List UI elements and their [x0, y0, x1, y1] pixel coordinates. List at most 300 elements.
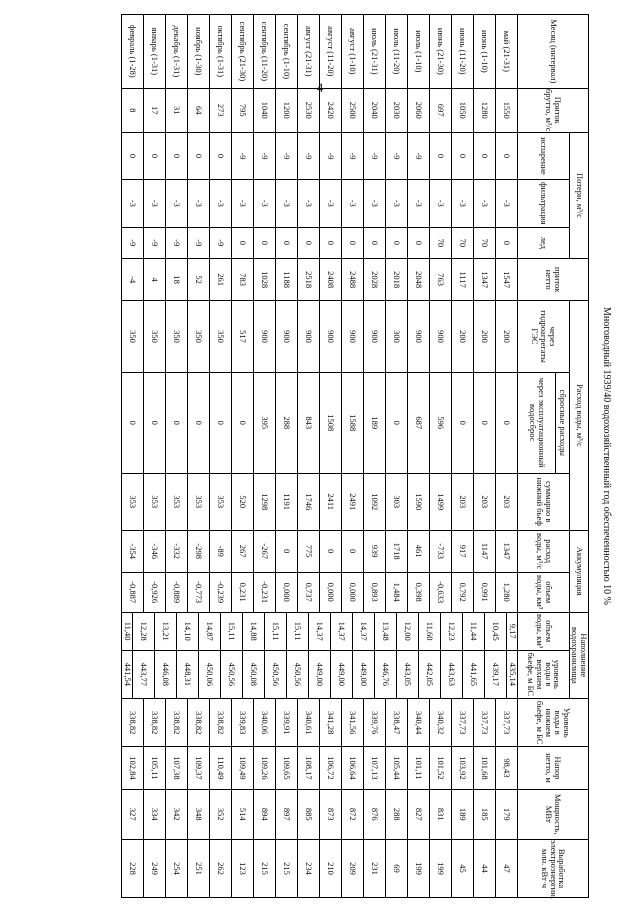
cell-power: 179 — [496, 789, 518, 840]
cell-energy: 251 — [188, 840, 210, 898]
cell-spill: 0 — [232, 372, 254, 473]
cell-fill-vol: 12,23 — [441, 612, 463, 650]
cell-filt: -3 — [210, 180, 232, 227]
cell-energy: 199 — [408, 840, 430, 898]
cell-total: 303 — [386, 473, 408, 530]
cell-total: 1499 — [430, 473, 452, 530]
cell-fill-vol: 9,17 — [507, 612, 518, 650]
cell-inflow: 2420 — [320, 88, 342, 132]
header-filtration: фильтрация — [518, 180, 570, 227]
cell-total: 520 — [232, 473, 254, 530]
header-energy: Выработка электроэнергии, млн. кВт·ч — [518, 840, 589, 898]
row-month-cell: август (1-10) — [342, 15, 364, 89]
cell-ice: 0 — [254, 227, 276, 259]
cell-power: 189 — [452, 789, 474, 840]
cell-net: 2518 — [298, 259, 320, 301]
cell-fill-lvl: 446,08 — [155, 650, 177, 698]
cell-filt: -3 — [496, 180, 518, 227]
cell-spill: 0 — [210, 372, 232, 473]
cell-net: 4 — [144, 259, 166, 301]
cell-turb: 900 — [342, 301, 364, 373]
row-month-cell: май (21-31) — [496, 15, 518, 89]
cell-inflow: 1550 — [496, 88, 518, 132]
cell-fill-vol: 14,88 — [243, 612, 265, 650]
cell-net: 2018 — [386, 259, 408, 301]
table-body — [111, 15, 518, 898]
row-month-cell: август (11-20) — [320, 15, 342, 89]
table-half-row — [353, 15, 364, 898]
cell-spill: 0 — [452, 372, 474, 473]
cell-fill-vol: 15,11 — [287, 612, 309, 650]
cell-total: 353 — [122, 473, 144, 530]
cell-fill-vol: 10,45 — [485, 612, 507, 650]
cell-inflow: 64 — [188, 88, 210, 132]
cell-filt: -3 — [342, 180, 364, 227]
cell-acc-flow: -89 — [210, 530, 232, 572]
cell-total: 1590 — [408, 473, 430, 530]
cell-fill-lvl: 448,31 — [177, 650, 199, 698]
cell-fill-vol: 12,00 — [397, 612, 419, 650]
cell-net: 2488 — [342, 259, 364, 301]
table-title: Многоводный 1939/40 водохозяйственный год обеспеченностью 10 % — [601, 306, 612, 606]
cell-fill-vol: 11,44 — [463, 612, 485, 650]
cell-lower: 340,61 — [298, 699, 320, 747]
cell-fill-lvl: 443,63 — [441, 650, 463, 698]
table-half-row — [221, 15, 232, 898]
cell-total: 353 — [188, 473, 210, 530]
cell-acc-flow: 1147 — [474, 530, 496, 572]
cell-inflow: 2040 — [364, 88, 386, 132]
table-half-row — [243, 15, 254, 898]
header-lower-level: Уровень воды в нижнем бьефе, м БС — [518, 699, 589, 747]
cell-lower: 340,06 — [254, 699, 276, 747]
cell-acc-flow: 0 — [276, 530, 298, 572]
cell-power: 831 — [430, 789, 452, 840]
cell-spill: 0 — [188, 372, 210, 473]
cell-total: 203 — [474, 473, 496, 530]
cell-turb: 350 — [166, 301, 188, 373]
cell-head: 109,65 — [276, 747, 298, 789]
cell-acc-flow: 0 — [342, 530, 364, 572]
row-month-cell: октябрь (1-31) — [210, 15, 232, 89]
cell-inflow: 2530 — [298, 88, 320, 132]
cell-fill-vol: 15,11 — [221, 612, 243, 650]
table-half-row — [133, 15, 144, 898]
cell-filt: -3 — [254, 180, 276, 227]
cell-turb: 900 — [298, 301, 320, 373]
cell-turb: 900 — [408, 301, 430, 373]
cell-fill-lvl: 450,08 — [243, 650, 265, 698]
cell-acc-flow: -267 — [254, 530, 276, 572]
cell-ice: -9 — [188, 227, 210, 259]
header-fill-volume: объем воды, км³ — [518, 612, 570, 650]
cell-lower: 340,32 — [430, 699, 452, 747]
cell-power: 348 — [188, 789, 210, 840]
cell-head: 103,92 — [452, 747, 474, 789]
cell-acc-flow: 1347 — [496, 530, 518, 572]
cell-lower: 339,76 — [364, 699, 386, 747]
cell-evap: 0 — [496, 132, 518, 179]
cell-turb: 900 — [364, 301, 386, 373]
cell-inflow: 31 — [166, 88, 188, 132]
cell-head: 98,43 — [496, 747, 518, 789]
cell-net: 1117 — [452, 259, 474, 301]
cell-fill-vol: 13,48 — [375, 612, 397, 650]
cell-spill: 0 — [386, 372, 408, 473]
cell-power: 897 — [276, 789, 298, 840]
cell-inflow: 697 — [430, 88, 452, 132]
cell-acc-vol: 1,280 — [496, 572, 518, 612]
cell-fill-vol: 11,60 — [419, 612, 441, 650]
cell-energy: 209 — [342, 840, 364, 898]
cell-spill: 1508 — [320, 372, 342, 473]
cell-fill-lvl: 439,17 — [485, 650, 507, 698]
cell-acc-flow: 0 — [320, 530, 342, 572]
header-water-flow: Расход воды, м³/с — [570, 301, 589, 530]
cell-head: 107,13 — [364, 747, 386, 789]
table-half-row — [287, 15, 298, 898]
header-acc-volume: объем воды, км³ — [518, 572, 570, 612]
cell-spill: 395 — [254, 372, 276, 473]
cell-lower: 340,44 — [408, 699, 430, 747]
cell-total: 353 — [144, 473, 166, 530]
cell-acc-vol: 0,737 — [298, 572, 320, 612]
cell-turb: 350 — [144, 301, 166, 373]
cell-fill-lvl: 449,00 — [309, 650, 331, 698]
table-half-row — [375, 15, 386, 898]
cell-acc-flow: 461 — [408, 530, 430, 572]
cell-head: 110,49 — [210, 747, 232, 789]
cell-fill-lvl: 443,05 — [397, 650, 419, 698]
cell-fill-vol: 14,10 — [177, 612, 199, 650]
cell-filt: -3 — [232, 180, 254, 227]
cell-fill-lvl: 450,06 — [199, 650, 221, 698]
cell-spill: 687 — [408, 372, 430, 473]
cell-ice: 70 — [430, 227, 452, 259]
cell-filt: -3 — [408, 180, 430, 227]
cell-fill-vol: 13,21 — [155, 612, 177, 650]
cell-spill: 0 — [122, 372, 144, 473]
cell-spill: 0 — [144, 372, 166, 473]
cell-acc-vol: -0,887 — [122, 572, 144, 612]
cell-filt: -3 — [166, 180, 188, 227]
cell-energy: 215 — [276, 840, 298, 898]
cell-power: 894 — [254, 789, 276, 840]
table-half-row — [419, 15, 430, 898]
cell-fill-vol: 14,87 — [199, 612, 221, 650]
cell-energy: 210 — [320, 840, 342, 898]
cell-inflow: 2060 — [408, 88, 430, 132]
cell-head: 108,17 — [298, 747, 320, 789]
row-month-cell: февраль (1-28) — [122, 15, 144, 89]
cell-power: 342 — [166, 789, 188, 840]
row-month-cell: январь (1-31) — [144, 15, 166, 89]
cell-ice: -9 — [122, 227, 144, 259]
row-month-cell: июнь (21-30) — [430, 15, 452, 89]
cell-total: 2491 — [342, 473, 364, 530]
cell-evap: 0 — [474, 132, 496, 179]
cell-evap: 0 — [210, 132, 232, 179]
cell-inflow: 2500 — [342, 88, 364, 132]
cell-power: 334 — [144, 789, 166, 840]
table-half-row — [463, 15, 474, 898]
cell-fill-vol: 11,40 — [122, 612, 133, 650]
cell-ice: 0 — [496, 227, 518, 259]
cell-fill-lvl: 441,65 — [463, 650, 485, 698]
cell-acc-vol: -0,239 — [210, 572, 232, 612]
cell-fill-lvl: 450,56 — [265, 650, 287, 698]
cell-spill: 189 — [364, 372, 386, 473]
cell-energy: 44 — [474, 840, 496, 898]
cell-power: 185 — [474, 789, 496, 840]
cell-ice: 0 — [232, 227, 254, 259]
table-half-row — [331, 15, 342, 898]
table-half-row — [309, 15, 320, 898]
cell-energy: 47 — [496, 840, 518, 898]
cell-total: 203 — [496, 473, 518, 530]
cell-inflow: 1280 — [474, 88, 496, 132]
cell-acc-vol: 0,000 — [320, 572, 342, 612]
cell-net: 1028 — [254, 259, 276, 301]
cell-energy: 123 — [232, 840, 254, 898]
cell-spill: 0 — [166, 372, 188, 473]
cell-energy: 69 — [386, 840, 408, 898]
cell-energy: 199 — [430, 840, 452, 898]
cell-evap: -9 — [386, 132, 408, 179]
cell-filt: -3 — [122, 180, 144, 227]
cell-energy: 234 — [298, 840, 320, 898]
cell-acc-flow: -733 — [430, 530, 452, 572]
cell-evap: 0 — [452, 132, 474, 179]
cell-power: 514 — [232, 789, 254, 840]
cell-acc-flow: -298 — [188, 530, 210, 572]
cell-fill-vol: 14,37 — [331, 612, 353, 650]
cell-acc-vol: -0,773 — [188, 572, 210, 612]
cell-head: 109,49 — [232, 747, 254, 789]
header-through-turbines: через гидроагрегаты ГЭС — [518, 301, 570, 373]
cell-lower: 339,91 — [276, 699, 298, 747]
header-total-downstream: суммарно в нижний бьеф — [518, 473, 570, 530]
cell-acc-vol: -0,231 — [254, 572, 276, 612]
cell-evap: -9 — [298, 132, 320, 179]
cell-spill: 843 — [298, 372, 320, 473]
cell-filt: -3 — [386, 180, 408, 227]
table-half-row — [177, 15, 188, 898]
cell-fill-vol: 15,11 — [265, 612, 287, 650]
table-half-row — [397, 15, 408, 898]
cell-inflow: 1200 — [276, 88, 298, 132]
cell-ice: 0 — [408, 227, 430, 259]
cell-power: 873 — [320, 789, 342, 840]
cell-turb: 300 — [386, 301, 408, 373]
cell-inflow: 2030 — [386, 88, 408, 132]
cell-fill-lvl: 450,56 — [287, 650, 309, 698]
cell-fill-lvl: 441,54 — [122, 650, 133, 698]
cell-lower: 338,82 — [144, 699, 166, 747]
cell-net: 1188 — [276, 259, 298, 301]
cell-lower: 341,28 — [320, 699, 342, 747]
header-evaporation: испарение — [518, 132, 570, 179]
cell-head: 101,52 — [430, 747, 452, 789]
cell-total: 2411 — [320, 473, 342, 530]
cell-evap: -9 — [276, 132, 298, 179]
cell-total: 1191 — [276, 473, 298, 530]
header-discharge: сбросные расходы — [556, 372, 570, 473]
cell-spill: 0 — [496, 372, 518, 473]
cell-acc-vol: 0,792 — [452, 572, 474, 612]
cell-acc-flow: 267 — [232, 530, 254, 572]
cell-lower: 337,73 — [452, 699, 474, 747]
cell-lower: 338,47 — [386, 699, 408, 747]
cell-turb: 200 — [474, 301, 496, 373]
cell-evap: 0 — [166, 132, 188, 179]
cell-power: 885 — [298, 789, 320, 840]
cell-turb: 900 — [320, 301, 342, 373]
cell-turb: 517 — [232, 301, 254, 373]
cell-energy: 249 — [144, 840, 166, 898]
cell-lower: 338,82 — [122, 699, 144, 747]
cell-energy: 254 — [166, 840, 188, 898]
table-half-row — [199, 15, 210, 898]
cell-turb: 900 — [254, 301, 276, 373]
cell-filt: -3 — [276, 180, 298, 227]
cell-filt: -3 — [474, 180, 496, 227]
cell-filt: -3 — [144, 180, 166, 227]
cell-acc-flow: -332 — [166, 530, 188, 572]
cell-ice: 70 — [452, 227, 474, 259]
cell-fill-vol: 14,37 — [309, 612, 331, 650]
cell-evap: 0 — [144, 132, 166, 179]
header-inflow-gross: Приток брутто, м³/с — [518, 88, 589, 132]
cell-evap: -9 — [342, 132, 364, 179]
cell-acc-flow: -354 — [122, 530, 144, 572]
cell-inflow: 1050 — [452, 88, 474, 132]
header-filling: Наполнение водохранилища — [570, 612, 589, 698]
cell-ice: -9 — [144, 227, 166, 259]
row-month-cell: июнь (1-10) — [474, 15, 496, 89]
header-power: Мощность, МВт — [518, 789, 589, 840]
cell-inflow: 17 — [144, 88, 166, 132]
cell-ice: 0 — [320, 227, 342, 259]
cell-spill: 1588 — [342, 372, 364, 473]
cell-turb: 200 — [452, 301, 474, 373]
cell-total: 1092 — [364, 473, 386, 530]
table-half-row — [265, 15, 276, 898]
cell-evap: -9 — [320, 132, 342, 179]
cell-power: 288 — [386, 789, 408, 840]
header-acc-flow: расход воды, м³/с — [518, 530, 570, 572]
cell-lower: 338,82 — [166, 699, 188, 747]
cell-turb: 900 — [430, 301, 452, 373]
cell-net: 2408 — [320, 259, 342, 301]
cell-spill: 288 — [276, 372, 298, 473]
header-inflow-net: приток нетто — [518, 259, 589, 301]
cell-total: 1746 — [298, 473, 320, 530]
cell-head: 109,37 — [188, 747, 210, 789]
cell-inflow: 273 — [210, 88, 232, 132]
cell-fill-lvl: 449,00 — [353, 650, 375, 698]
cell-evap: 0 — [122, 132, 144, 179]
cell-total: 203 — [452, 473, 474, 530]
cell-head: 105,11 — [144, 747, 166, 789]
cell-energy: 228 — [122, 840, 144, 898]
header-month: Месяц (интервал) — [518, 15, 589, 89]
cell-ice: -9 — [210, 227, 232, 259]
cell-fill-lvl: 450,56 — [221, 650, 243, 698]
cell-power: 352 — [210, 789, 232, 840]
cell-fill-vol: 14,37 — [353, 612, 375, 650]
cell-energy: 45 — [452, 840, 474, 898]
cell-fill-lvl: 442,05 — [419, 650, 441, 698]
cell-acc-vol: 0,231 — [232, 572, 254, 612]
cell-evap: -9 — [408, 132, 430, 179]
table-half-row — [507, 15, 518, 898]
cell-head: 106,72 — [320, 747, 342, 789]
cell-ice: 0 — [342, 227, 364, 259]
cell-net: 1347 — [474, 259, 496, 301]
cell-head: 101,11 — [408, 747, 430, 789]
cell-net: 52 — [188, 259, 210, 301]
cell-lower: 338,82 — [188, 699, 210, 747]
cell-power: 876 — [364, 789, 386, 840]
row-month-cell: август (21-31) — [298, 15, 320, 89]
cell-turb: 350 — [210, 301, 232, 373]
cell-acc-vol: -0,633 — [430, 572, 452, 612]
cell-filt: -3 — [298, 180, 320, 227]
cell-lower: 337,73 — [496, 699, 518, 747]
cell-filt: -3 — [452, 180, 474, 227]
cell-total: 353 — [166, 473, 188, 530]
cell-energy: 262 — [210, 840, 232, 898]
cell-evap: -9 — [254, 132, 276, 179]
header-upper-level: уровень воды в верхнем бьефе, м БС — [518, 650, 570, 698]
table-half-row — [111, 15, 122, 898]
cell-evap: -9 — [364, 132, 386, 179]
cell-total: 1298 — [254, 473, 276, 530]
cell-lower: 339,83 — [232, 699, 254, 747]
cell-lower: 338,82 — [210, 699, 232, 747]
cell-net: -4 — [122, 259, 144, 301]
cell-spill: 0 — [474, 372, 496, 473]
cell-acc-flow: 775 — [298, 530, 320, 572]
row-month-cell: ноябрь (1-30) — [188, 15, 210, 89]
cell-power: 827 — [408, 789, 430, 840]
table-half-row — [485, 15, 496, 898]
cell-turb: 900 — [276, 301, 298, 373]
cell-turb: 350 — [188, 301, 210, 373]
cell-energy: 215 — [254, 840, 276, 898]
cell-head: 107,38 — [166, 747, 188, 789]
cell-acc-vol: 1,484 — [386, 572, 408, 612]
cell-net: 783 — [232, 259, 254, 301]
cell-fill-vol: 12,28 — [133, 612, 155, 650]
row-month-cell: сентябрь (1-10) — [276, 15, 298, 89]
cell-filt: -3 — [320, 180, 342, 227]
cell-head: 105,44 — [386, 747, 408, 789]
rotated-table-sheet — [122, 14, 617, 899]
cell-net: 763 — [430, 259, 452, 301]
table-half-row — [155, 15, 166, 898]
cell-acc-vol: -0,889 — [166, 572, 188, 612]
cell-lower: 337,73 — [474, 699, 496, 747]
reservoir-balance-table — [111, 14, 589, 898]
cell-head: 106,64 — [342, 747, 364, 789]
cell-ice: 70 — [474, 227, 496, 259]
cell-head: 101,68 — [474, 747, 496, 789]
cell-net: 18 — [166, 259, 188, 301]
cell-evap: -9 — [232, 132, 254, 179]
cell-acc-vol: 0,000 — [342, 572, 364, 612]
